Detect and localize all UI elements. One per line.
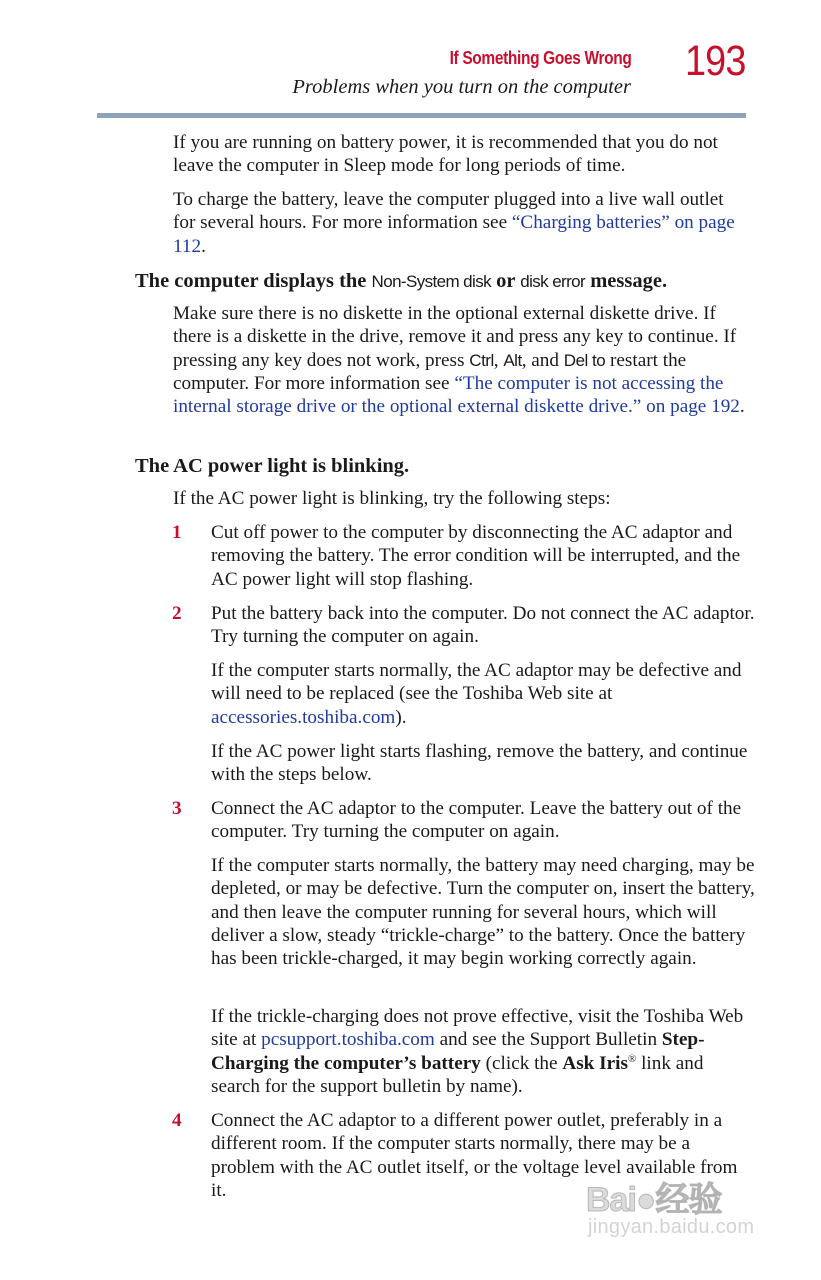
step-2-sub-1-text: If the computer starts normally, the AC adaptor may be defective and will need to be replaced (see the Toshiba Web site at (211, 660, 742, 705)
accessories-link[interactable]: accessories.toshiba.com (211, 706, 396, 728)
step-3-text: Connect the AC adaptor to the computer. Leave the battery out of the computer. Try turning the computer on again. (211, 798, 742, 843)
header-rule (97, 113, 746, 118)
non-system-disk-body (173, 302, 748, 418)
heading-code-non-system: Non-System disk (371, 272, 492, 291)
intro-paragraph-charge (173, 188, 748, 258)
subsection-title: Problems when you turn on the computer (292, 76, 631, 98)
step-3-sub-2-mid: and see the Support Bulletin (434, 1029, 662, 1051)
step-2-sub-1-end: ). (395, 706, 407, 728)
heading-text-3: message. (585, 270, 668, 292)
body-text-2: restart the computer. For more information see (173, 349, 687, 394)
step-3-sub-2 (211, 1005, 756, 1098)
key-sep-1: , (493, 349, 504, 371)
body-text-1: Make sure there is no diskette in the optional external diskette drive. If there is a diskette in the drive, remove it and press any key to continue. If pressing any key does not work, press (173, 303, 737, 371)
step-number-4: 4 (172, 1110, 182, 1131)
watermark-brand: Bai (586, 1181, 636, 1219)
watermark-url: jingyan.baidu.com (588, 1216, 755, 1238)
heading-text-2: or (491, 270, 521, 292)
intro-paragraph-sleep: If you are running on battery power, it is recommended that you do not leave the computer in Sleep mode for long periods of time. (173, 132, 718, 177)
watermark-logo (586, 1172, 721, 1221)
key-sep-2: , and (521, 349, 564, 371)
storage-drive-link[interactable]: “The computer is not accessing the internal storage drive or the optional external diskette drive.” on page 192 (173, 372, 740, 418)
step-number-1: 1 (172, 522, 182, 543)
step-3-sub-2-mid2: (click the (480, 1052, 563, 1074)
non-system-disk-heading (135, 269, 755, 294)
step-2-text: Put the battery back into the computer. Do not connect the AC adaptor. Try turning the computer on again. (211, 603, 755, 648)
body-text-end: . (739, 396, 745, 418)
registered-mark: ® (627, 1052, 637, 1065)
step-3-sub-1: If the computer starts normally, the battery may need charging, may be depleted, or may be defective. Turn the computer on, insert the battery, and then leave the computer running for several hours, which will deliver a slow, steady “trickle-charge” to the battery. Once the battery has been trickle-charged, it may begin working correctly again. (211, 855, 755, 970)
key-ctrl: Ctrl (469, 350, 494, 370)
body-to: to (587, 350, 606, 370)
key-alt: Alt (503, 350, 522, 370)
heading-text-1: The computer displays the (135, 270, 372, 292)
charging-batteries-link[interactable]: “Charging batteries” on page 112 (173, 212, 735, 257)
ask-iris-label: Ask Iris (562, 1052, 628, 1074)
baidu-watermark (582, 1172, 782, 1252)
step-3-sub-2-text: If the trickle-charging does not prove effective, visit the Toshiba Web site at (211, 1006, 744, 1051)
pcsupport-link[interactable]: pcsupport.toshiba.com (261, 1029, 435, 1051)
step-number-3: 3 (172, 798, 182, 819)
heading-code-disk-error: disk error (520, 272, 586, 291)
ac-power-light-heading: The AC power light is blinking. (135, 455, 410, 477)
ac-power-intro: If the AC power light is blinking, try the following steps: (173, 488, 611, 509)
step-2-sub-2: If the AC power light starts flashing, remove the battery, and continue with the steps below. (211, 741, 748, 786)
step-3-sub-2-end: link and search for the support bulletin by name). (211, 1052, 704, 1097)
key-del: Del (563, 350, 588, 370)
step-1-text: Cut off power to the computer by disconnecting the AC adaptor and removing the battery. The error condition will be interrupted, and the AC power light will stop flashing. (211, 522, 741, 590)
page-number: 193 (685, 37, 746, 85)
intro-charge-text: To charge the battery, leave the computer plugged into a live wall outlet for several hours. For more information see (173, 189, 724, 234)
intro-charge-end: . (201, 235, 206, 257)
section-title: If Something Goes Wrong (449, 48, 631, 68)
support-bulletin-title: Step-Charging the computer’s battery (211, 1029, 705, 1074)
step-4-text: Connect the AC adaptor to a different power outlet, preferably in a different room. If the computer starts normally, there may be a problem with the AC outlet itself, or the voltage level available from it. (211, 1110, 738, 1201)
paw-icon: ● (635, 1181, 656, 1219)
step-number-2: 2 (172, 603, 182, 624)
step-2-sub-1 (211, 659, 756, 729)
watermark-brand-cn: 经验 (655, 1181, 722, 1219)
